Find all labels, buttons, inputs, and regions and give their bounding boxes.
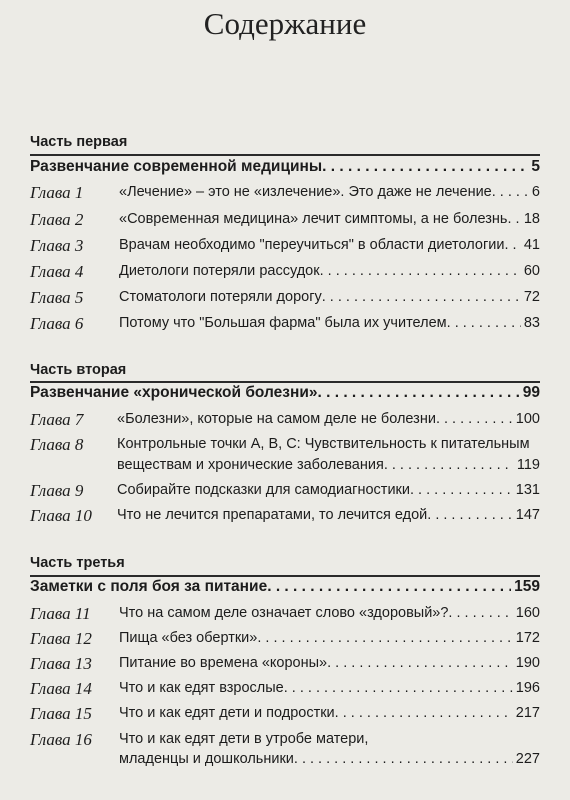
leader-dots xyxy=(327,655,513,671)
chapter-entry-7[interactable] xyxy=(117,411,540,427)
leader-dots xyxy=(427,507,513,523)
page-number: 147 xyxy=(515,507,540,523)
part-3-label: Часть третья xyxy=(30,555,125,571)
leader-dots xyxy=(507,211,520,227)
chapter-label: Глава 11 xyxy=(30,604,91,623)
chapter-label: Глава 5 xyxy=(30,288,84,307)
page-number: 190 xyxy=(515,655,540,671)
chapter-entry-16[interactable] xyxy=(119,751,540,767)
part-3-heading[interactable] xyxy=(30,578,540,596)
part-heading-text: Развенчание «хронической болезни» xyxy=(30,384,318,401)
page-number: 196 xyxy=(515,680,540,696)
leader-dots xyxy=(257,630,512,646)
page-title: Содержание xyxy=(203,6,367,41)
page-number: 217 xyxy=(515,705,540,721)
chapter-entry-1[interactable] xyxy=(119,184,540,200)
chapter-label: Глава 16 xyxy=(30,730,92,749)
chapter-title: Пища «без обертки» xyxy=(119,630,258,646)
page-number: 18 xyxy=(523,211,540,227)
page-number: 6 xyxy=(531,184,540,200)
leader-dots xyxy=(320,263,521,279)
chapter-entry-9[interactable] xyxy=(117,482,540,498)
chapter-title-line1: Что и как едят дети в утробе матери, xyxy=(119,731,369,747)
part-2-label: Часть вторая xyxy=(30,362,127,378)
part-1-heading[interactable] xyxy=(30,158,540,176)
part-1-rule xyxy=(30,154,540,156)
chapter-entry-13[interactable] xyxy=(119,655,540,671)
chapter-label: Глава 6 xyxy=(30,314,84,333)
chapter-entry-4[interactable] xyxy=(119,263,540,279)
chapter-title: Потому что "Большая фарма" была их учителем xyxy=(119,315,447,331)
page-number: 119 xyxy=(516,457,540,473)
chapter-title: Питание во времена «короны» xyxy=(119,655,328,671)
chapter-entry-15[interactable] xyxy=(119,705,540,721)
page-number: 172 xyxy=(515,630,540,646)
part-1-label: Часть первая xyxy=(30,134,128,150)
leader-dots xyxy=(335,705,513,721)
chapter-entry-12[interactable] xyxy=(119,630,540,646)
leader-dots xyxy=(322,158,528,176)
page-number: 131 xyxy=(515,482,540,498)
chapter-title: «Современная медицина» лечит симптомы, а не болезнь xyxy=(119,211,508,227)
leader-dots xyxy=(504,237,520,253)
page-number: 83 xyxy=(523,315,540,331)
page-number: 227 xyxy=(515,751,540,767)
leader-dots xyxy=(284,680,513,696)
chapter-label: Глава 15 xyxy=(30,704,92,723)
leader-dots xyxy=(410,482,513,498)
chapter-label: Глава 2 xyxy=(30,210,84,229)
leader-dots xyxy=(317,384,519,402)
chapter-label: Глава 7 xyxy=(30,410,84,429)
page-number: 5 xyxy=(531,158,540,175)
chapter-entry-11[interactable] xyxy=(119,605,540,621)
chapter-title: «Лечение» – это не «излечение». Это даже не лечение xyxy=(119,184,492,200)
chapter-title: Врачам необходимо "переучиться" в области диетологии xyxy=(119,237,505,253)
chapter-entry-8[interactable] xyxy=(117,457,540,473)
chapter-entry-10[interactable] xyxy=(117,507,540,523)
chapter-entry-3[interactable] xyxy=(119,237,540,253)
part-heading-text: Заметки с поля боя за питание xyxy=(30,578,268,595)
chapter-title: Что и как едят взрослые xyxy=(119,680,284,696)
chapter-title: младенцы и дошкольники xyxy=(119,751,294,767)
chapter-label: Глава 9 xyxy=(30,481,84,500)
chapter-label: Глава 8 xyxy=(30,435,84,454)
chapter-title: Собирайте подсказки для самодиагностики xyxy=(117,482,410,498)
chapter-title: Что не лечится препаратами, то лечится едой xyxy=(117,507,428,523)
chapter-label: Глава 14 xyxy=(30,679,92,698)
page-number: 99 xyxy=(522,384,540,401)
chapter-title: Что и как едят дети и подростки xyxy=(119,705,335,721)
leader-dots xyxy=(436,411,513,427)
chapter-title: Стоматологи потеряли дорогу xyxy=(119,289,322,305)
chapter-label: Глава 3 xyxy=(30,236,84,255)
page-number: 100 xyxy=(515,411,540,427)
leader-dots xyxy=(447,315,521,331)
chapter-label: Глава 4 xyxy=(30,262,84,281)
chapter-entry-5[interactable] xyxy=(119,289,540,305)
chapter-entry-14[interactable] xyxy=(119,680,540,696)
part-2-rule xyxy=(30,381,540,383)
page-number: 159 xyxy=(514,578,540,595)
part-2-heading[interactable] xyxy=(30,384,540,402)
part-3-rule xyxy=(30,575,540,577)
chapter-entry-2[interactable] xyxy=(119,211,540,227)
chapter-label: Глава 13 xyxy=(30,654,92,673)
chapter-title: Что на самом деле означает слово «здоровый»? xyxy=(119,605,449,621)
page-number: 60 xyxy=(523,263,540,279)
page-number: 160 xyxy=(515,605,540,621)
leader-dots xyxy=(267,578,511,596)
chapter-label: Глава 12 xyxy=(30,629,92,648)
chapter-title-line1: Контрольные точки A, B, C: Чувствительность к питательным xyxy=(117,436,530,452)
chapter-label: Глава 1 xyxy=(30,183,84,202)
leader-dots xyxy=(384,457,514,473)
chapter-title: «Болезни», которые на самом деле не болезни xyxy=(117,411,436,427)
page-number: 72 xyxy=(523,289,540,305)
part-heading-text: Развенчание современной медицины xyxy=(30,158,323,175)
leader-dots xyxy=(448,605,512,621)
chapter-label: Глава 10 xyxy=(30,506,92,525)
chapter-title: Диетологи потеряли рассудок xyxy=(119,263,320,279)
page-number: 41 xyxy=(523,237,540,253)
leader-dots xyxy=(492,184,529,200)
leader-dots xyxy=(322,289,521,305)
leader-dots xyxy=(294,751,513,767)
chapter-entry-6[interactable] xyxy=(119,315,540,331)
chapter-title: веществам и хронические заболевания xyxy=(117,457,384,473)
